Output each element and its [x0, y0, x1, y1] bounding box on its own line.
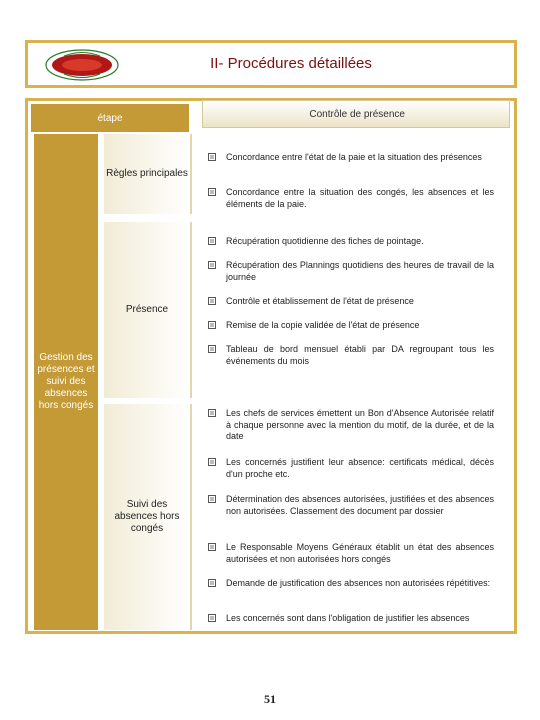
checkbox-bullet-icon — [208, 321, 216, 329]
checkbox-bullet-icon — [208, 543, 216, 551]
list-item: Tableau de bord mensuel établi par DA regroupant tous les événements du mois — [208, 344, 494, 367]
list-item: Les chefs de services émettent un Bon d'Absence Autorisée relatif à chaque personne avec la mention du motif, de la durée, et de la date — [208, 408, 494, 443]
checkbox-bullet-icon — [208, 237, 216, 245]
checkbox-bullet-icon — [208, 495, 216, 503]
checkbox-bullet-icon — [208, 614, 216, 622]
list-item: Contrôle et établissement de l'état de présence — [208, 296, 494, 308]
checkbox-bullet-icon — [208, 261, 216, 269]
sub-step-label: Présence — [125, 304, 169, 315]
checkbox-bullet-icon — [208, 153, 216, 161]
column-header-controle: Contrôle de présence — [202, 100, 510, 128]
list-item: Récupération des Plannings quotidiens des heures de travail de la journée — [208, 260, 494, 283]
sub-step-regles — [104, 134, 192, 214]
sub-step-presence — [104, 222, 192, 398]
list-item: Concordance entre la situation des congés, les absences et les éléments de la paie. — [208, 187, 494, 210]
sub-step-suivi — [104, 404, 192, 630]
page-number: 51 — [264, 692, 276, 706]
list-item: Récupération quotidienne des fiches de pointage. — [208, 236, 494, 248]
list-item: Concordance entre l'état de la paie et la situation des présences — [208, 152, 494, 164]
sub-step-label: Suivi des absences hors congés — [114, 499, 180, 534]
checkbox-bullet-icon — [208, 409, 216, 417]
list-item: Détermination des absences autorisées, justifiées et des absences non autorisées. Classement des document par dossier — [208, 494, 494, 517]
checkbox-bullet-icon — [208, 345, 216, 353]
main-step-cell — [34, 134, 98, 630]
checkbox-bullet-icon — [208, 297, 216, 305]
list-item: Les concernés sont dans l'obligation de justifier les absences — [208, 613, 494, 625]
header-banner — [25, 40, 517, 88]
column-header-etape: étape — [31, 104, 189, 132]
checkbox-bullet-icon — [208, 188, 216, 196]
list-item: Le Responsable Moyens Généraux établit un état des absences autorisées et non autorisées hors congés — [208, 542, 494, 565]
list-item: Remise de la copie validée de l'état de présence — [208, 320, 494, 332]
checkbox-bullet-icon — [208, 579, 216, 587]
list-item: Les concernés justifient leur absence: certificats médical, décès d'un proche etc. — [208, 457, 494, 480]
checkbox-bullet-icon — [208, 458, 216, 466]
sub-step-label: Règles principales — [106, 168, 188, 179]
page-title: II- Procédures détaillées — [210, 55, 372, 72]
list-item: Demande de justification des absences non autorisées répétitives: — [208, 578, 494, 590]
main-step-label: Gestion des présences et suivi des absences hors congés — [37, 352, 95, 411]
